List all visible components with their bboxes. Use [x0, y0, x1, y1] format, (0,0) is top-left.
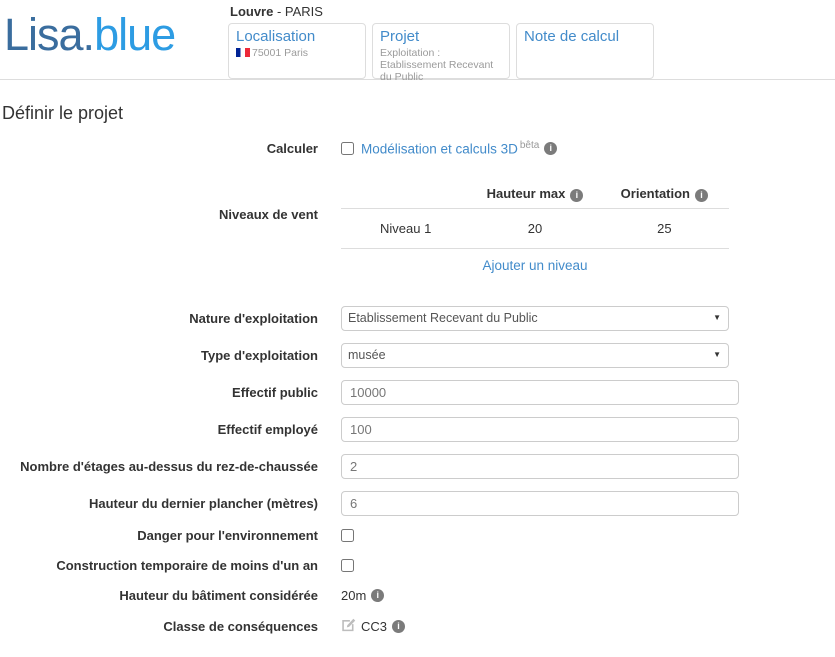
row-construction-temporaire [2, 558, 835, 573]
logo-text-primary: Lisa. [4, 9, 95, 60]
hauteur-plancher-input[interactable] [341, 491, 739, 516]
nature-exploitation-label: Nature d'exploitation [189, 310, 318, 326]
tab-projet-subtitle: Exploitation : Etablissement Recevant du Public [380, 47, 494, 83]
france-flag-icon [236, 48, 250, 57]
niveaux-header-row [341, 183, 729, 209]
project-name: Louvre [230, 4, 274, 19]
app-header [0, 0, 835, 83]
effectif-public-label: Effectif public [232, 384, 318, 400]
calculer-label: Calculer [266, 140, 318, 156]
tab-localisation[interactable] [228, 23, 366, 79]
beta-badge: bêta [519, 140, 540, 151]
nature-exploitation-select[interactable] [341, 306, 729, 331]
col-niveau [341, 183, 470, 209]
row-nature-exploitation [2, 306, 835, 331]
info-icon[interactable]: i [570, 189, 583, 202]
modelisation-3d-link[interactable]: Modélisation et calculs 3D $^{bêta}$ [361, 140, 540, 157]
effectif-public-input[interactable] [341, 380, 739, 405]
niveaux-table-box [341, 183, 729, 273]
info-icon[interactable]: i [695, 189, 708, 202]
hauteur-batiment-label: Hauteur du bâtiment considérée [119, 587, 318, 603]
project-title [230, 4, 654, 19]
niveaux-table [341, 183, 729, 249]
type-exploitation-label: Type d'exploitation [201, 347, 318, 363]
row-niveaux-de-vent [2, 183, 835, 273]
info-icon[interactable]: i [371, 589, 384, 602]
hauteur-plancher-label: Hauteur du dernier plancher (mètres) [89, 495, 318, 511]
ajouter-niveau-link[interactable]: Ajouter un niveau [482, 257, 588, 273]
tab-projet[interactable] [372, 23, 510, 83]
tab-localisation-subtitle: 75001 Paris [236, 47, 358, 59]
type-exploitation-select[interactable] [341, 343, 729, 368]
danger-environnement-checkbox[interactable] [341, 529, 354, 542]
row-effectif-public [2, 380, 835, 405]
nombre-etages-input[interactable] [341, 454, 739, 479]
chevron-down-icon: ▼ [713, 349, 721, 359]
edit-icon[interactable] [341, 618, 356, 636]
modelisation-3d-checkbox[interactable] [341, 142, 354, 155]
logo-text-secondary: blue [94, 9, 176, 60]
tab-projet-title: Projet [380, 28, 420, 45]
header-right [228, 0, 654, 83]
hauteur-batiment-value: 20m [341, 587, 367, 603]
row-classe-consequences [2, 618, 835, 636]
classe-consequences-label: Classe de conséquences [163, 619, 318, 634]
header-tabs [228, 23, 654, 83]
col-hauteur-max: Hauteur max i [470, 183, 599, 209]
classe-consequences-value: CC3 [361, 619, 388, 634]
table-row [341, 208, 729, 248]
main-content [0, 80, 835, 636]
row-calculer [2, 140, 835, 157]
chevron-down-icon: ▼ [713, 312, 721, 322]
app-logo[interactable] [0, 0, 228, 66]
niveau-hauteur[interactable]: 20 [470, 208, 599, 248]
effectif-employe-input[interactable] [341, 417, 739, 442]
tab-note-de-calcul[interactable] [516, 23, 654, 79]
construction-temporaire-checkbox[interactable] [341, 559, 354, 572]
effectif-employe-label: Effectif employé [217, 421, 318, 437]
row-nombre-etages [2, 454, 835, 479]
row-hauteur-batiment [2, 588, 835, 603]
info-icon[interactable]: i [392, 620, 405, 633]
niveau-orientation[interactable]: 25 [600, 208, 729, 248]
row-hauteur-plancher [2, 491, 835, 516]
col-orientation: Orientation i [600, 183, 729, 209]
page-title: Définir le projet [2, 103, 124, 123]
danger-environnement-label: Danger pour l'environnement [137, 527, 318, 543]
row-type-exploitation [2, 343, 835, 368]
row-effectif-employe [2, 417, 835, 442]
row-danger-environnement [2, 528, 835, 543]
niveau-name: Niveau 1 [341, 208, 470, 248]
info-icon[interactable]: i [544, 142, 557, 155]
construction-temporaire-label: Construction temporaire de moins d'un an [56, 557, 318, 573]
tab-note-de-calcul-title: Note de calcul [524, 28, 620, 45]
project-city: - PARIS [276, 4, 323, 19]
nombre-etages-label: Nombre d'étages au-dessus du rez-de-chaussée [20, 458, 318, 474]
tab-localisation-title: Localisation [236, 28, 316, 45]
niveaux-de-vent-label: Niveaux de vent [219, 206, 318, 222]
